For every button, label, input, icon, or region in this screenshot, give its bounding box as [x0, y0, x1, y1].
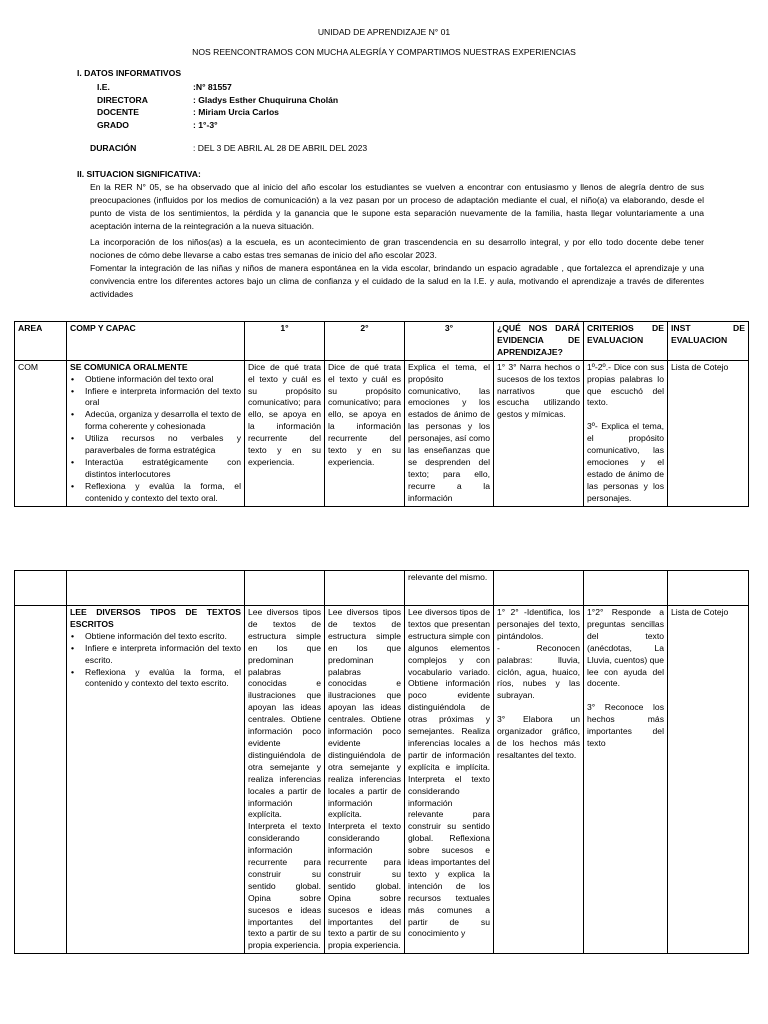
competencies-table [14, 321, 749, 507]
area-cell: COM [15, 360, 67, 506]
section-situacion-heading: II. SITUACION SIGNIFICATIVA: [77, 169, 201, 179]
table-row [15, 606, 749, 954]
section-datos-heading: I. DATOS INFORMATIVOS [77, 68, 182, 78]
capacity-item: • Reflexiona y evalúa la forma, el contenido y contexto del texto oral. [81, 481, 241, 505]
directora-label: DIRECTORA [97, 95, 148, 105]
grade-3-desempeno: Explica el tema, el propósito comunicativo, las emociones y los estados de ánimo de las personas y los personajes, así como las enseñanzas que se desprenden del texto; para ello, recurre a la información [405, 360, 494, 506]
grade-1-desempeno: Lee diversos tipos de textos de estructura simple en los que predominan palabras conocidas e ilustraciones que apoyan las ideas centrales. Obtiene información poco evidente distinguiéndola de otra semejante y realiza inferencias locales a partir de información explícita. Interpreta el texto considerando información recurrente para construir su sentido global. Opina sobre sucesos e ideas importantes del texto a partir de su propia experiencia. [245, 606, 325, 954]
evidence-item: - Reconocen palabras: lluvia, ciclón, agua, huaico, ríos, nubes y las subrayan. [497, 642, 580, 701]
competency-cell [67, 606, 245, 954]
criteria-item: 3° Reconoce los hechos más importantes del texto [587, 702, 664, 749]
criteria-item: 1°2° Responde a preguntas sencillas del texto (anécdotas, La Lluvia, cuentos) que lee con ayuda del docente. [587, 607, 664, 689]
docente-value: : Miriam Urcia Carlos [193, 107, 279, 117]
capacity-item: • Utiliza recursos no verbales y paraverbales de forma estratégica [81, 433, 241, 457]
competencies-table-continued [14, 570, 749, 954]
capacity-list [70, 631, 241, 691]
criteria-cell [584, 360, 668, 506]
grade-3-desempeno: Lee diversos tipos de textos que presentan estructura simple con algunos elementos complejos y con vocabulario variado. Obtiene información poco evidente distinguiéndola de otras próximas y semejantes. Realiza inferencias locales a partir de información explícita e implícita. Interpreta el texto considerando información relevante para construir su sentido global. Reflexiona sobre sucesos e ideas importantes del texto y explica la intención de los recursos textuales más comunes a partir de su conocimiento y [405, 606, 494, 954]
competency-cell [67, 360, 245, 506]
criteria-cell [584, 606, 668, 954]
capacity-item: • Infiere e interpreta información del texto escrito. [81, 643, 241, 667]
docente-label: DOCENTE [97, 107, 140, 117]
grade-3-continued: relevante del mismo. [405, 571, 494, 606]
header-grade-1: 1° [245, 322, 325, 361]
grade-2-desempeno: Dice de qué trata el texto y cuál es su propósito comunicativo; para ello, se apoya en la información recurrente del texto y en su experiencia. [325, 360, 405, 506]
competency-title: SE COMUNICA ORALMENTE [70, 361, 188, 372]
area-cell [15, 606, 67, 954]
evidence-cell [494, 606, 584, 954]
grado-label: GRADO [97, 120, 129, 130]
capacity-item: • Interactúa estratégicamente con distintos interlocutores [81, 457, 241, 481]
ie-label: I.E. [97, 82, 110, 92]
competency-title: LEE DIVERSOS TIPOS DE TEXTOS ESCRITOS [70, 607, 241, 629]
criteria-item: 3º- Explica el tema, el propósito comunicativo, las emociones y el estado de ánimo de las personas y los personajes. [587, 421, 664, 503]
situacion-paragraph-1: En la RER N° 05, se ha observado que al inicio del año escolar los estudiantes se vuelven a encontrar con entusiasmo y llenos de alegría dentro de sus preocupaciones (influidos por los medios de comunicación) a la vez pasan por un proceso de adaptación mediante el cual, el niño(a) va elaborando, desde el punto de vista de los sentimientos, la pérdida y la ganancia que le supone esta separación nuevamente de la familia, hasta llegar voluntariamente a una aceptación interna de la reintegración a la nueva situación. [90, 182, 704, 231]
ie-value: :N° 81557 [193, 82, 232, 92]
directora-value: : Gladys Esther Chuquiruna Cholán [193, 95, 339, 105]
situacion-paragraph-2: La incorporación de los niños(as) a la escuela, es un acontecimiento de gran trascendencia en su desarrollo integral, y por ello todo docente debe tener nociones de cómo debe llevarse a cabo estas tres semanas de inicio del año escolar 2023. [90, 237, 704, 260]
evidence-item: 3° Elabora un organizador gráfico, de los hechos más resaltantes del texto. [497, 714, 580, 760]
capacity-item: • Infiere e interpreta información del texto oral [81, 386, 241, 410]
criteria-item: 1º-2º.- Dice con sus propias palabras lo que escuchó del texto. [587, 361, 664, 408]
capacity-item: • Obtiene información del texto escrito. [81, 631, 241, 643]
capacity-list [70, 374, 241, 505]
table-header-row [15, 322, 749, 361]
unit-title: UNIDAD DE APRENDIZAJE N° 01 [317, 27, 451, 37]
instrument-cell: Lista de Cotejo [668, 360, 749, 506]
header-grade-3: 3° [405, 322, 494, 361]
header-criteria: CRITERIOS DE EVALUACION [584, 322, 668, 361]
header-instrument: INST DE EVALUACION [668, 322, 749, 361]
table-row [15, 571, 749, 606]
capacity-item: • Obtiene información del texto oral [81, 374, 241, 386]
header-comp: COMP Y CAPAC [67, 322, 245, 361]
duracion-label: DURACIÓN [90, 143, 137, 153]
grado-value: : 1°-3° [193, 120, 218, 130]
capacity-item: • Adecúa, organiza y desarrolla el texto de forma coherente y cohesionada [81, 409, 241, 433]
header-grade-2: 2° [325, 322, 405, 361]
table-row [15, 360, 749, 506]
header-area: AREA [15, 322, 67, 361]
evidence-cell: 1° 3° Narra hechos o sucesos de los textos narrativos que escucha utilizando gestos y mímicas. [494, 360, 584, 506]
duracion-value: : DEL 3 DE ABRIL AL 28 DE ABRIL DEL 2023 [193, 143, 368, 153]
situacion-paragraph-3: Fomentar la integración de las niñas y niños de manera espontánea en la vida escolar, brindando un espacio agradable , que fortalezca el aprendizaje y una convivencia entre los diferentes actores bajo un clima de confianza y el cuidado de la salud en la I.E. y aula, motivando el aprendizaje a través de diferentes actividades [90, 263, 704, 299]
grade-1-desempeno: Dice de qué trata el texto y cuál es su propósito comunicativo; para ello, se apoya en la información recurrente del texto y en su experiencia. [245, 360, 325, 506]
capacity-item: • Reflexiona y evalúa la forma, el contenido y contexto del texto escrito. [81, 667, 241, 691]
header-evidence: ¿QUÉ NOS DARÁ EVIDENCIA DE APRENDIZAJE? [494, 322, 584, 361]
grade-2-desempeno: Lee diversos tipos de textos de estructura simple en los que predominan palabras conocidas e ilustraciones que apoyan las ideas centrales. Obtiene información poco evidente distinguiéndola de otra semejante y realiza inferencias locales a partir de información explícita. Interpreta el texto considerando información recurrente para construir su sentido global. Opina sobre sucesos e ideas importantes del texto a partir de su propia experiencia. [325, 606, 405, 954]
unit-subtitle: NOS REENCONTRAMOS CON MUCHA ALEGRÍA Y COMPARTIMOS NUESTRAS EXPERIENCIAS [192, 47, 576, 57]
evidence-item: 1° 2° -Identifica, los personajes del texto, pintándolos. [497, 607, 580, 641]
instrument-cell: Lista de Cotejo [668, 606, 749, 954]
